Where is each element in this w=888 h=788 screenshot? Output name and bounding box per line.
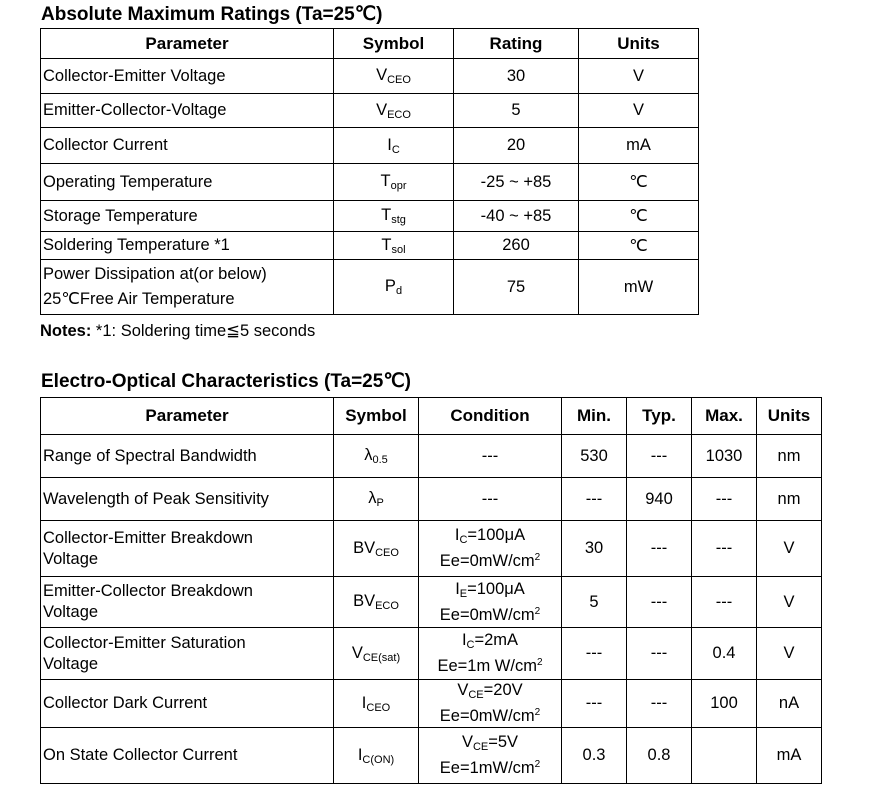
header-typ: Typ. <box>627 398 692 435</box>
header-rating: Rating <box>454 29 579 59</box>
symbol-cell: $V_{ECO}$ <box>334 94 454 128</box>
table-row <box>41 728 822 784</box>
symbol-cell: $\lambda_{0.5}$ <box>334 435 419 478</box>
table-row <box>41 628 822 680</box>
header-parameter: Parameter <box>41 29 334 59</box>
min-cell: 530 <box>562 435 627 478</box>
unit-cell: V <box>579 94 699 128</box>
table-header-row <box>41 29 699 59</box>
symbol-cell: $BV_{CEO}$ <box>334 521 419 577</box>
table-row <box>41 521 822 577</box>
unit-cell: ℃ <box>579 164 699 201</box>
header-min: Min. <box>562 398 627 435</box>
symbol-cell: $I_C$ <box>334 128 454 164</box>
notes-label: Notes: <box>40 322 92 340</box>
rating-cell: -25 ~ +85 <box>454 164 579 201</box>
parameter-cell: Collector-Emitter Voltage <box>41 59 334 94</box>
symbol-cell: $T_{stg}$ <box>334 201 454 232</box>
unit-cell: V <box>757 628 822 680</box>
unit-cell: V <box>757 521 822 577</box>
parameter-cell: Collector-Emitter Breakdown Voltage <box>41 521 334 577</box>
parameter-cell: Power Dissipation at(or below) 25℃Free Air Temperature <box>41 260 334 315</box>
table-row <box>41 128 699 164</box>
condition-cell: $V_{CE}=5V$ $Ee=1mW/cm^2$ <box>419 728 562 784</box>
absolute-ratings-title: Absolute Maximum Ratings (Ta=25℃) <box>41 4 383 25</box>
rating-cell: 30 <box>454 59 579 94</box>
electro-optical-table <box>40 397 822 784</box>
parameter-cell: Storage Temperature <box>41 201 334 232</box>
typ-cell: --- <box>627 628 692 680</box>
min-cell: --- <box>562 680 627 728</box>
max-cell: --- <box>692 478 757 521</box>
absolute-ratings-table <box>40 28 699 315</box>
header-symbol: Symbol <box>334 29 454 59</box>
notes-text: *1: Soldering time≦5 seconds <box>91 322 316 340</box>
table-row <box>41 260 699 315</box>
condition-cell: $V_{CE}=20V$ $Ee=0mW/cm^2$ <box>419 680 562 728</box>
max-cell: --- <box>692 577 757 628</box>
condition-cell: $I_C=2mA$ Ee=1m $W/cm^2$ <box>419 628 562 680</box>
max-cell: 1030 <box>692 435 757 478</box>
symbol-cell: $\lambda_P$ <box>334 478 419 521</box>
symbol-cell: $P_d$ <box>334 260 454 315</box>
rating-cell: 75 <box>454 260 579 315</box>
parameter-cell: On State Collector Current <box>41 728 334 784</box>
min-cell: --- <box>562 628 627 680</box>
rating-cell: 260 <box>454 232 579 260</box>
min-cell: 30 <box>562 521 627 577</box>
symbol-cell: $BV_{ECO}$ <box>334 577 419 628</box>
header-units: Units <box>579 29 699 59</box>
typ-cell: 940 <box>627 478 692 521</box>
typ-cell: 0.8 <box>627 728 692 784</box>
condition-cell: --- <box>419 478 562 521</box>
header-units: Units <box>757 398 822 435</box>
parameter-cell: Soldering Temperature *1 <box>41 232 334 260</box>
unit-cell: V <box>579 59 699 94</box>
table-row <box>41 577 822 628</box>
unit-cell: nm <box>757 478 822 521</box>
parameter-cell: Collector-Emitter Saturation Voltage <box>41 628 334 680</box>
unit-cell: mA <box>579 128 699 164</box>
typ-cell: --- <box>627 521 692 577</box>
unit-cell: ℃ <box>579 232 699 260</box>
condition-cell: $I_E=100\mu A$ $Ee=0mW/cm^2$ <box>419 577 562 628</box>
parameter-cell: Wavelength of Peak Sensitivity <box>41 478 334 521</box>
header-max: Max. <box>692 398 757 435</box>
symbol-cell: $T_{sol}$ <box>334 232 454 260</box>
table-row <box>41 201 699 232</box>
table-row <box>41 59 699 94</box>
max-cell: --- <box>692 521 757 577</box>
parameter-cell: Operating Temperature <box>41 164 334 201</box>
min-cell: --- <box>562 478 627 521</box>
symbol-cell: $V_{CEO}$ <box>334 59 454 94</box>
notes <box>40 321 315 341</box>
table-row <box>41 94 699 128</box>
unit-cell: nm <box>757 435 822 478</box>
header-symbol: Symbol <box>334 398 419 435</box>
parameter-cell: Emitter-Collector Breakdown Voltage <box>41 577 334 628</box>
symbol-cell: $I_{C(ON)}$ <box>334 728 419 784</box>
parameter-cell: Range of Spectral Bandwidth <box>41 435 334 478</box>
header-condition: Condition <box>419 398 562 435</box>
table-row <box>41 232 699 260</box>
condition-cell: --- <box>419 435 562 478</box>
symbol-cell: $T_{opr}$ <box>334 164 454 201</box>
table-header-row <box>41 398 822 435</box>
parameter-cell: Collector Dark Current <box>41 680 334 728</box>
electro-optical-title: Electro-Optical Characteristics (Ta=25℃) <box>41 371 411 392</box>
max-cell: 100 <box>692 680 757 728</box>
max-cell <box>692 728 757 784</box>
parameter-cell: Emitter-Collector-Voltage <box>41 94 334 128</box>
typ-cell: --- <box>627 577 692 628</box>
max-cell: 0.4 <box>692 628 757 680</box>
unit-cell: nA <box>757 680 822 728</box>
unit-cell: mA <box>757 728 822 784</box>
table-row <box>41 680 822 728</box>
table-row <box>41 478 822 521</box>
table-row <box>41 164 699 201</box>
typ-cell: --- <box>627 435 692 478</box>
unit-cell: V <box>757 577 822 628</box>
min-cell: 0.3 <box>562 728 627 784</box>
rating-cell: 20 <box>454 128 579 164</box>
unit-cell: ℃ <box>579 201 699 232</box>
table-row <box>41 435 822 478</box>
rating-cell: -40 ~ +85 <box>454 201 579 232</box>
rating-cell: 5 <box>454 94 579 128</box>
symbol-cell: $I_{CEO}$ <box>334 680 419 728</box>
parameter-cell: Collector Current <box>41 128 334 164</box>
header-parameter: Parameter <box>41 398 334 435</box>
min-cell: 5 <box>562 577 627 628</box>
condition-cell: $I_C=100\mu A$ $Ee=0mW/cm^2$ <box>419 521 562 577</box>
typ-cell: --- <box>627 680 692 728</box>
unit-cell: mW <box>579 260 699 315</box>
symbol-cell: $V_{CE(sat)}$ <box>334 628 419 680</box>
